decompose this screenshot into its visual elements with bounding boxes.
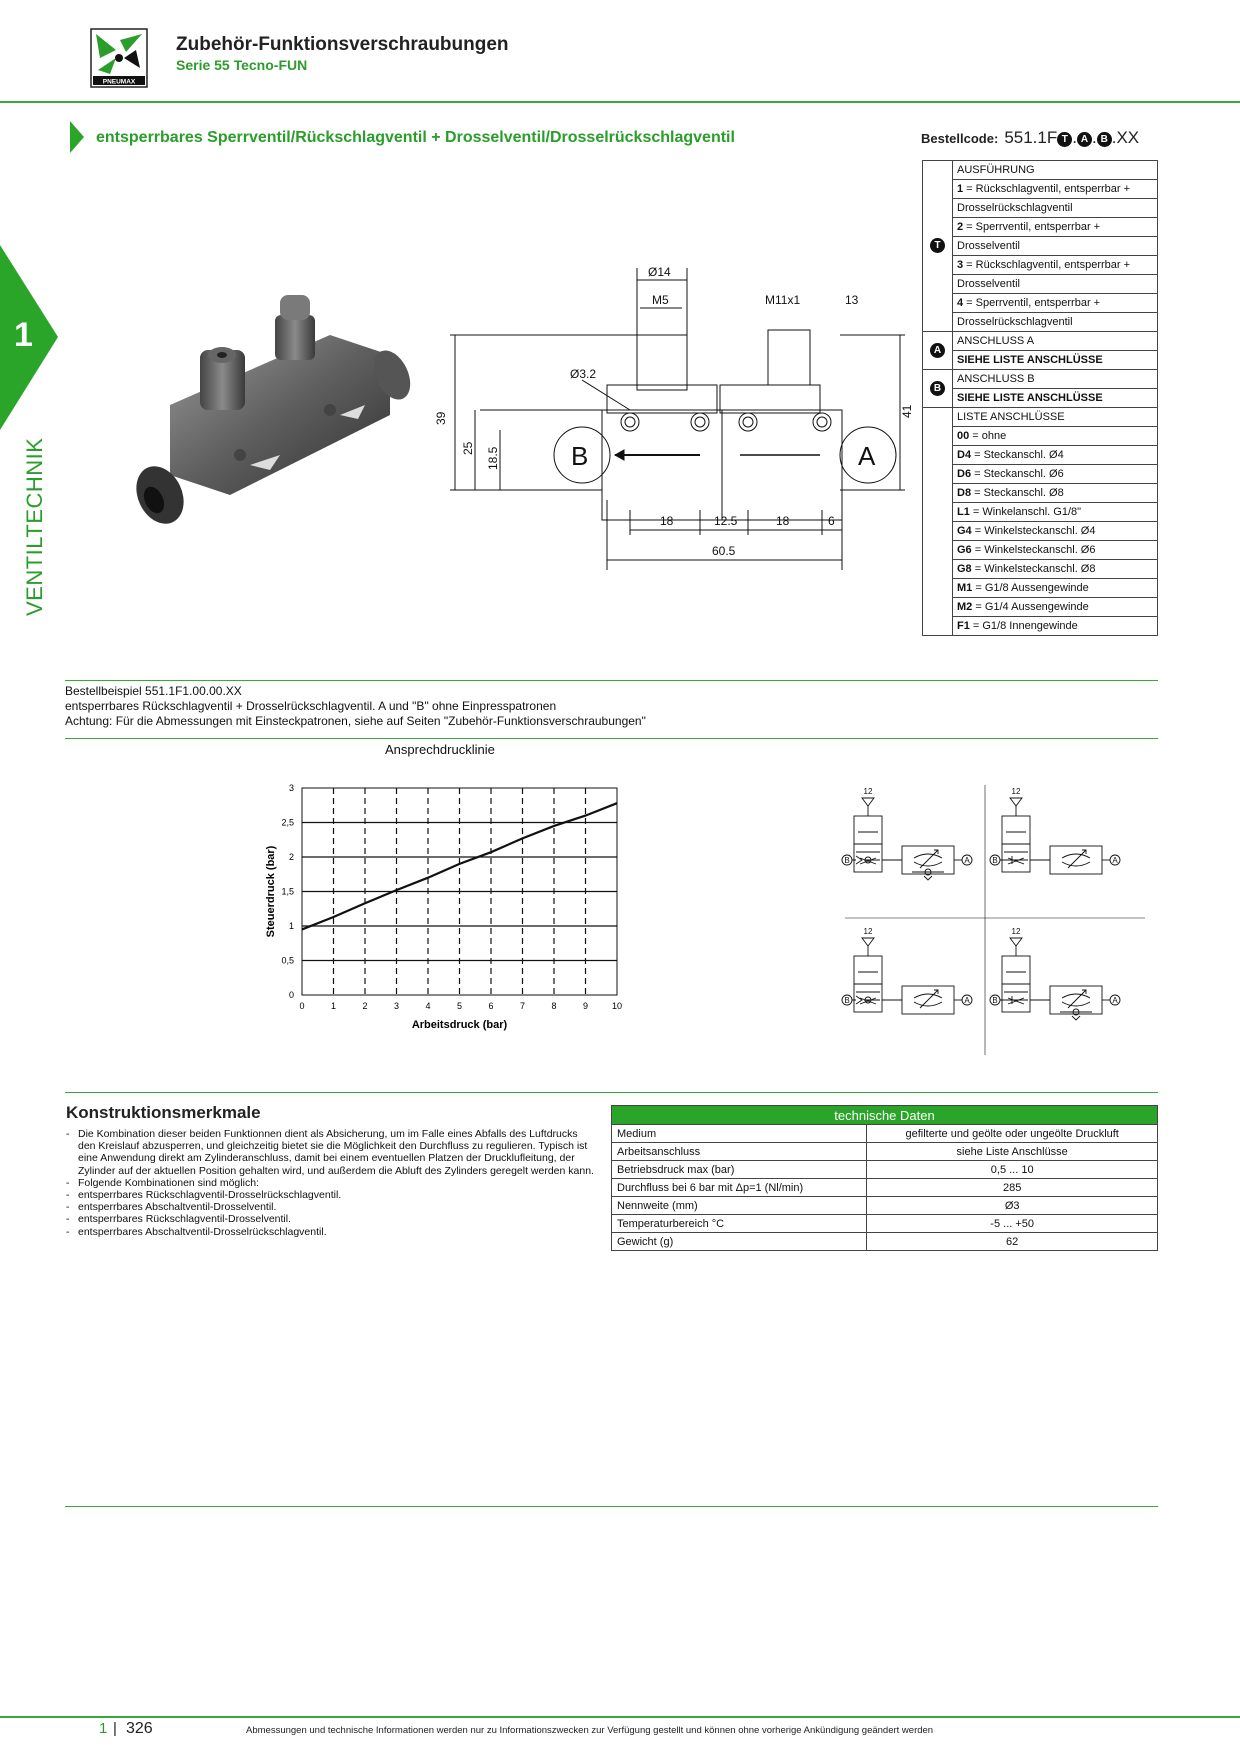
liste-row: L1 = Winkelanschl. G1/8": [953, 503, 1158, 522]
y-axis-label: Steuerdruck (bar): [265, 845, 277, 938]
symbol-quadrant: [842, 927, 972, 1014]
symbol-quadrant: [990, 927, 1120, 1020]
dim-w18a: 18: [660, 514, 674, 528]
list-item: - Die Kombination dieser beiden Funktionnen dient als Absicherung, um im Falle eines Abfalls des Luftdrucks den Kreislauf abzusperren, und gleichzeitig bietet sie die Möglichkeit den Durchfluss zu regulieren. Typisch ist eine Anwendung direkt am Zylinderanschluss, damit bei einem eventuellen Platzen der Drucklufleitung, der Zylinder auf der aktuellen Position gehalten wird, und außerdem die Abluft des Zylinders geregelt werden kann.: [66, 1128, 596, 1177]
liste-row: D4 = Steckanschl. Ø4: [953, 446, 1158, 465]
list-item: - entsperrbares Abschaltventil-Drosselrückschlagventil.: [66, 1226, 596, 1238]
option-row: Drosselrückschlagventil: [953, 199, 1158, 218]
footer-chapter: 1: [99, 1720, 108, 1737]
footer-divider: [0, 1716, 1240, 1718]
pilot-port-label: 12: [863, 787, 873, 796]
list-item: - entsperrbares Rückschlagventil-Drosselventil.: [66, 1213, 596, 1225]
liste-row: D6 = Steckanschl. Ø6: [953, 465, 1158, 484]
content-divider-bottom: [65, 1506, 1158, 1507]
example-divider-top: [65, 680, 1158, 681]
list-item: - entsperrbares Rückschlagventil-Drosselrückschlagventil.: [66, 1189, 596, 1201]
y-tick-label: 3: [288, 783, 294, 793]
symbol-quadrant: [842, 787, 972, 880]
example-line-3: Achtung: Für die Abmessungen mit Einsteckpatronen, siehe auf Seiten "Zubehör-Funktionsverschraubungen": [65, 714, 646, 728]
table-row: Betriebsdruck max (bar) 0,5 ... 10: [612, 1161, 1158, 1179]
port-a-label: A: [1112, 856, 1118, 865]
marker-t-icon: T: [930, 238, 945, 253]
x-tick-label: 1: [330, 1001, 337, 1011]
dimension-drawing: [434, 260, 920, 570]
section-arrow-icon: [70, 121, 84, 153]
y-tick-label: 2,5: [281, 817, 294, 828]
bypass-icon: [1060, 1012, 1092, 1020]
marker-a-icon: A: [930, 343, 945, 358]
option-row: 2 = Sperrventil, entsperrbar +: [953, 218, 1158, 237]
valve-box: [854, 956, 882, 984]
pilot-port-label: 12: [1011, 787, 1021, 796]
pilot-triangle-icon: [862, 938, 874, 946]
dim-d14: Ø14: [648, 265, 671, 279]
footer-separator: |: [113, 1720, 117, 1737]
chart-title: Ansprechdrucklinie: [385, 742, 495, 757]
dim-w18b: 18: [776, 514, 790, 528]
tech-data-table: [611, 1105, 1158, 1251]
response-pressure-chart: [260, 780, 640, 1050]
pneumatic-symbols: [840, 780, 1150, 1060]
pilot-triangle-icon: [862, 798, 874, 806]
dim-h25: 25: [461, 441, 475, 455]
pilot-triangle-icon: [1010, 938, 1022, 946]
marker-t-icon: T: [1057, 132, 1072, 147]
port-a-label: A: [1112, 996, 1118, 1005]
page-subtitle: Serie 55 Tecno-FUN: [176, 57, 308, 73]
pilot-port-label: 12: [863, 927, 873, 936]
port-b-label: B: [844, 856, 850, 865]
order-code-value: 551.1F T . A . B .XX: [1004, 128, 1140, 147]
x-axis-label: Arbeitsdruck (bar): [411, 1019, 508, 1031]
port-a-label: A: [858, 441, 876, 471]
header-divider: [0, 101, 1240, 103]
port-b-label: B: [992, 996, 998, 1005]
option-row: Drosselrückschlagventil: [953, 313, 1158, 332]
dim-d32: Ø3.2: [570, 367, 597, 381]
dim-w605: 60.5: [712, 544, 736, 558]
table-row: Temperaturbereich °C -5 ... +50: [612, 1215, 1158, 1233]
x-tick-label: 4: [425, 1001, 431, 1011]
y-tick-label: 0,5: [281, 955, 294, 966]
table-row: Durchfluss bei 6 bar mit Δp=1 (Nl/min) 285: [612, 1179, 1158, 1197]
symbol-quadrant: [990, 787, 1120, 874]
x-tick-label: 10: [611, 1001, 623, 1011]
example-line-1: Bestellbeispiel 551.1F1.00.00.XX: [65, 684, 242, 698]
valve-box: [854, 816, 882, 844]
tech-data-header: technische Daten: [612, 1106, 1158, 1125]
x-tick-label: 5: [456, 1001, 463, 1011]
anschluss-b-header: ANSCHLUSS B: [953, 370, 1158, 389]
option-row: 3 = Rückschlagventil, entsperrbar +: [953, 256, 1158, 275]
table-row: Gewicht (g) 62: [612, 1233, 1158, 1251]
y-tick-label: 1,5: [281, 886, 294, 897]
option-row: 1 = Rückschlagventil, entsperrbar +: [953, 180, 1158, 199]
dim-w125: 12.5: [714, 514, 738, 528]
valve-box: [1002, 816, 1030, 844]
dim-h185: 18.5: [486, 446, 500, 470]
dim-m5: M5: [652, 293, 669, 307]
pneumax-logo: [90, 28, 148, 88]
table-row: Arbeitsanschluss siehe Liste Anschlüsse: [612, 1143, 1158, 1161]
marker-b-icon: B: [1097, 132, 1112, 147]
y-tick-label: 2: [288, 852, 294, 862]
x-tick-label: 9: [582, 1001, 589, 1011]
ausfuehrung-header: AUSFÜHRUNG: [953, 161, 1158, 180]
liste-row: 00 = ohne: [953, 427, 1158, 446]
dim-m11: M11x1: [765, 293, 801, 307]
example-line-2: entsperrbares Rückschlagventil + Drosselrückschlagventil. A und "B" ohne Einpresspatronen: [65, 699, 557, 713]
x-tick-label: 2: [362, 1001, 368, 1011]
x-tick-label: 8: [551, 1001, 557, 1011]
liste-row: G6 = Winkelsteckanschl. Ø6: [953, 541, 1158, 560]
liste-row: F1 = G1/8 Innengewinde: [953, 617, 1158, 636]
chapter-label: VENTILTECHNIK: [22, 437, 47, 616]
pilot-triangle-icon: [1010, 798, 1022, 806]
dim-h39: 39: [434, 411, 448, 425]
bypass-icon: [912, 872, 944, 880]
dim-w6: 6: [828, 514, 835, 528]
anschluss-b-value: SIEHE LISTE ANSCHLÜSSE: [953, 389, 1158, 408]
x-tick-label: 0: [299, 1001, 305, 1011]
valve-box: [1002, 984, 1030, 1012]
valve-box: [1002, 844, 1030, 872]
liste-row: M2 = G1/4 Aussengewinde: [953, 598, 1158, 617]
page-number: 326: [126, 1720, 153, 1737]
example-divider-bottom: [65, 738, 1158, 739]
y-tick-label: 1: [288, 921, 294, 931]
list-item: - Folgende Kombinationen sind möglich:: [66, 1177, 596, 1189]
y-tick-label: 0: [288, 990, 294, 1000]
footer-disclaimer: Abmessungen und technische Informationen werden nur zu Informationszwecken zur Verfügung gestellt und können ohne vorherige Ankündigung geändert werden: [246, 1725, 934, 1736]
spring-icon: [1004, 992, 1028, 1004]
options-table: [922, 160, 1158, 636]
valve-box: [1002, 956, 1030, 984]
table-row: Nennweite (mm) Ø3: [612, 1197, 1158, 1215]
port-a-label: A: [964, 996, 970, 1005]
x-tick-label: 3: [393, 1001, 400, 1011]
x-tick-label: 6: [488, 1001, 494, 1011]
liste-header: LISTE ANSCHLÜSSE: [953, 408, 1158, 427]
order-code-label: Bestellcode:: [921, 131, 999, 146]
port-b-label: B: [571, 441, 589, 471]
spring-icon: [1004, 852, 1028, 864]
port-b-label: B: [844, 996, 850, 1005]
liste-row: M1 = G1/8 Aussengewinde: [953, 579, 1158, 598]
port-a-label: A: [964, 856, 970, 865]
construction-divider: [65, 1092, 1158, 1093]
construction-title: Konstruktionsmerkmale: [66, 1103, 261, 1122]
table-row: Medium gefilterte und geölte oder ungeölte Druckluft: [612, 1125, 1158, 1143]
option-row: Drosselventil: [953, 275, 1158, 294]
liste-row: G4 = Winkelsteckanschl. Ø4: [953, 522, 1158, 541]
option-row: 4 = Sperrventil, entsperrbar +: [953, 294, 1158, 313]
product-photo: [130, 295, 420, 555]
chapter-number: 1: [14, 316, 33, 354]
marker-a-icon: A: [1077, 132, 1092, 147]
page-title: Zubehör-Funktionsverschraubungen: [176, 34, 509, 55]
marker-b-icon: B: [930, 381, 945, 396]
option-row: Drosselventil: [953, 237, 1158, 256]
order-code: [921, 128, 1139, 148]
logo-text: PNEUMAX: [102, 78, 136, 86]
pilot-port-label: 12: [1011, 927, 1021, 936]
anschluss-a-header: ANSCHLUSS A: [953, 332, 1158, 351]
dim-h41: 41: [900, 404, 914, 418]
x-tick-label: 7: [519, 1001, 526, 1011]
port-b-label: B: [992, 856, 998, 865]
section-title: entsperrbares Sperrventil/Rückschlagventil + Drosselventil/Drosselrückschlagventil: [96, 129, 735, 146]
list-item: - entsperrbares Abschaltventil-Drosselventil.: [66, 1201, 596, 1213]
order-example: [65, 684, 646, 729]
dim-wrench: 13: [845, 293, 859, 307]
liste-row: G8 = Winkelsteckanschl. Ø8: [953, 560, 1158, 579]
anschluss-a-value: SIEHE LISTE ANSCHLÜSSE: [953, 351, 1158, 370]
liste-row: D8 = Steckanschl. Ø8: [953, 484, 1158, 503]
construction-list: [66, 1128, 596, 1238]
